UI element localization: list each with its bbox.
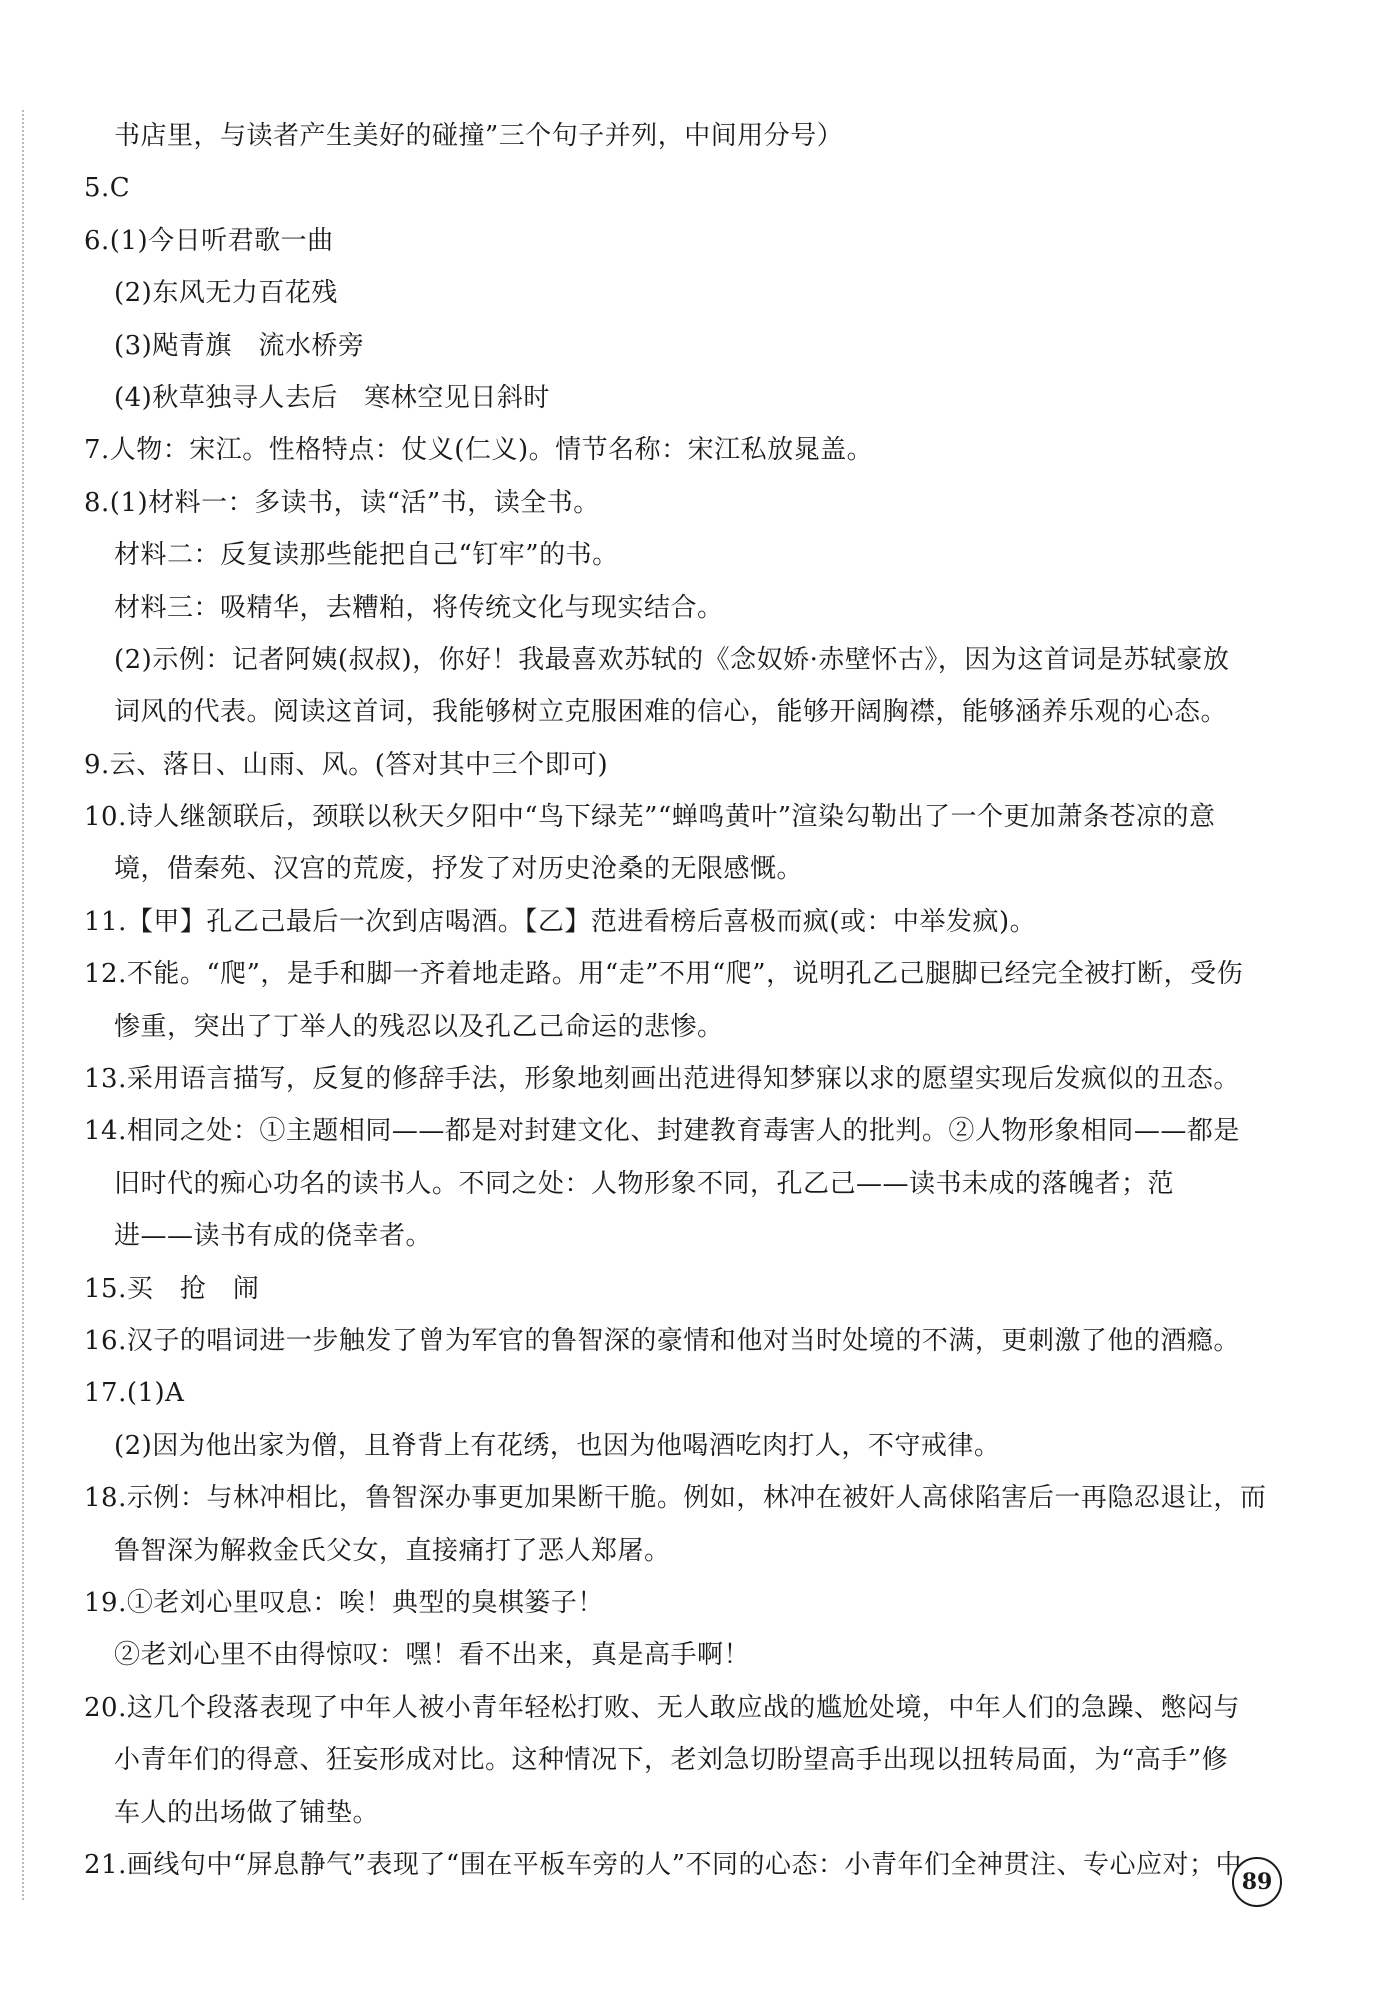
answer-line: 惨重，突出了丁举人的残忍以及孔乙己命运的悲惨。 (114, 1011, 724, 1042)
answer-line: (3)飐青旗 流水桥旁 (114, 330, 365, 361)
answer-line: 书店里，与读者产生美好的碰撞”三个句子并列，中间用分号） (114, 121, 844, 151)
answer-line: 14.相同之处：①主题相同——都是对封建文化、封建教育毒害人的批判。②人物形象相同——都是 (84, 1116, 1240, 1147)
answer-line: 5.C (84, 173, 131, 204)
answer-line: 12.不能。“爬”，是手和脚一齐着地走路。用“走”不用“爬”，说明孔乙己腿脚已经完全被打断，受伤 (84, 959, 1244, 990)
answer-line: 15.买 抢 闹 (84, 1273, 260, 1304)
answer-line: 鲁智深为解救金氏父女，直接痛打了恶人郑屠。 (114, 1535, 671, 1566)
answer-line: 车人的出场做了铺垫。 (114, 1797, 380, 1828)
answer-line: 13.采用语言描写，反复的修辞手法，形象地刻画出范进得知梦寐以求的愿望实现后发疯似的丑态。 (84, 1064, 1240, 1095)
answer-line: ②老刘心里不由得惊叹：嘿！看不出来，真是高手啊！ (114, 1640, 751, 1671)
answer-line: (4)秋草独寻人去后 寒林空见日斜时 (114, 382, 550, 413)
answer-line: 10.诗人继颔联后，颈联以秋天夕阳中“鸟下绿芜”“蝉鸣黄叶”渲染勾勒出了一个更加萧条苍凉的意 (84, 802, 1216, 833)
answer-text-block (84, 110, 1304, 1891)
answer-line: 小青年们的得意、狂妄形成对比。这种情况下，老刘急切盼望高手出现以扭转局面，为“高手”修 (114, 1745, 1229, 1776)
answer-line: 21.画线句中“屏息静气”表现了“围在平板车旁的人”不同的心态：小青年们全神贯注、专心应对；中 (84, 1849, 1243, 1880)
answer-line: 旧时代的痴心功名的读书人。不同之处：人物形象不同，孔乙己——读书未成的落魄者；范 (114, 1168, 1175, 1199)
answer-line: 16.汉子的唱词进一步触发了曾为军官的鲁智深的豪情和他对当时处境的不满，更刺激了他的酒瘾。 (84, 1325, 1240, 1356)
answer-line: 材料二：反复读那些能把自己“钉牢”的书。 (114, 540, 619, 571)
answer-line: (2)示例：记者阿姨(叔叔)，你好！我最喜欢苏轼的《念奴娇·赤壁怀古》，因为这首词是苏轼豪放 (114, 644, 1230, 675)
answer-line: 材料三：吸精华，去糟粕，将传统文化与现实结合。 (114, 592, 724, 623)
answer-line: (2)因为他出家为僧，且脊背上有花绣，也因为他喝酒吃肉打人，不守戒律。 (114, 1430, 1001, 1461)
answer-line: (2)东风无力百花残 (114, 278, 338, 309)
answer-line: 词风的代表。阅读这首词，我能够树立克服困难的信心，能够开阔胸襟，能够涵养乐观的心态。 (114, 697, 1228, 728)
answer-line: 6.(1)今日听君歌一曲 (84, 225, 334, 256)
answer-line: 19.①老刘心里叹息：唉！典型的臭棋篓子！ (84, 1587, 604, 1618)
page-number: 89 (1232, 1857, 1282, 1907)
answer-line: 20.这几个段落表现了中年人被小青年轻松打败、无人敢应战的尴尬处境，中年人们的急躁、憋闷与 (84, 1692, 1240, 1723)
answer-line: 11.【甲】孔乙己最后一次到店喝酒。【乙】范进看榜后喜极而疯(或：中举发疯)。 (84, 906, 1037, 937)
answer-line: 8.(1)材料一：多读书，读“活”书，读全书。 (84, 487, 600, 518)
answer-line: 17.(1)A (84, 1378, 185, 1409)
answer-line: 进——读书有成的侥幸者。 (114, 1221, 433, 1252)
binding-margin-rule (22, 110, 24, 1900)
answer-line: 9.云、落日、山雨、风。(答对其中三个即可) (84, 749, 609, 780)
answer-line: 18.示例：与林冲相比，鲁智深办事更加果断干脆。例如，林冲在被奸人高俅陷害后一再隐忍退让，而 (84, 1483, 1267, 1514)
answer-line: 7.人物：宋江。性格特点：仗义(仁义)。情节名称：宋江私放晁盖。 (84, 435, 874, 466)
answer-line: 境，借秦苑、汉宫的荒废，抒发了对历史沧桑的无限感慨。 (114, 854, 804, 885)
